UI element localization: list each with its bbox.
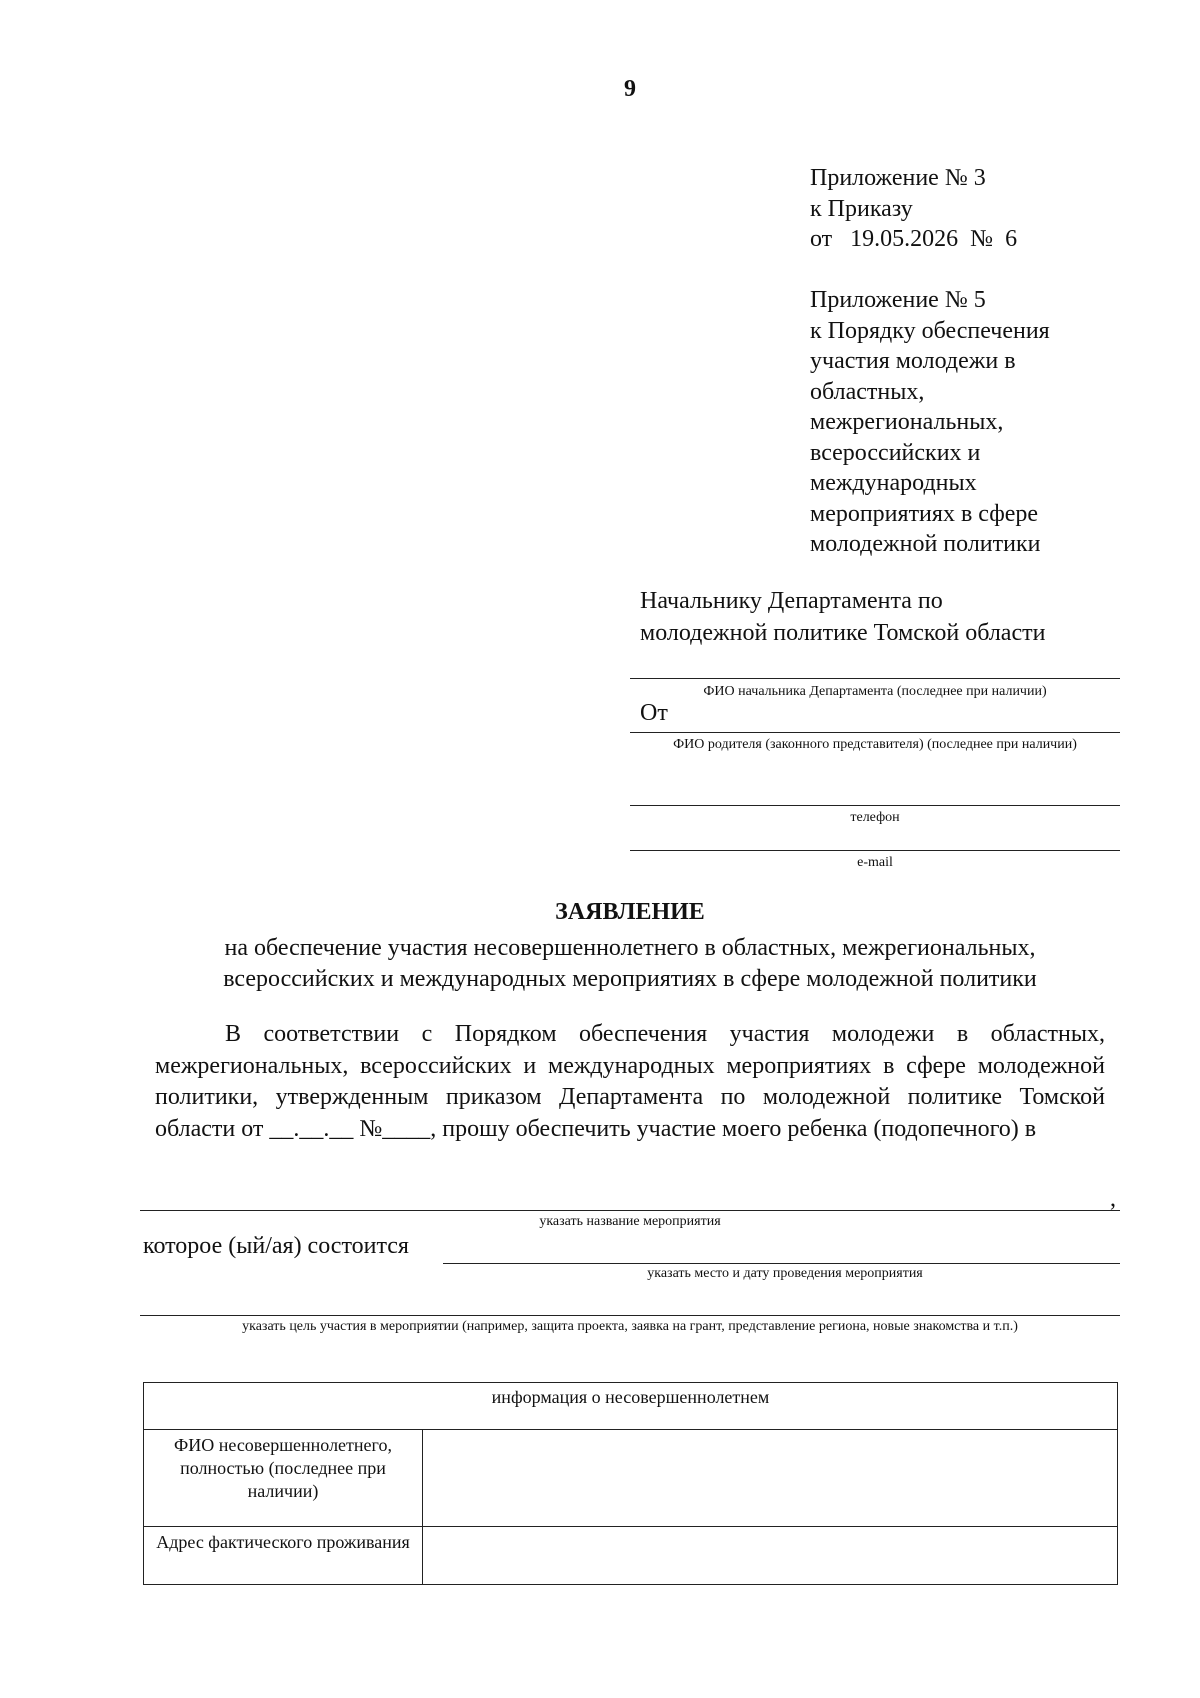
minor-name-field[interactable]	[423, 1430, 1118, 1527]
appendix-procedure-line: областных,	[810, 378, 925, 405]
from-label: От	[640, 700, 668, 726]
minor-address-field[interactable]	[423, 1527, 1118, 1585]
table-row	[144, 1527, 1118, 1585]
table-header: информация о несовершеннолетнем	[144, 1383, 1118, 1430]
addressee-line: молодежной политике Томской области	[640, 620, 1046, 646]
phone-caption: телефон	[850, 810, 900, 825]
event-name-caption: указать название мероприятия	[539, 1214, 721, 1229]
appendix-order-line: Приложение № 3	[810, 165, 986, 191]
minor-info-table	[143, 1382, 1118, 1585]
trailing-comma: ,	[1110, 1186, 1116, 1212]
appendix-procedure-line: к Порядку обеспечения	[810, 317, 1050, 344]
email-line[interactable]	[630, 850, 1120, 851]
appendix-procedure-line: всероссийских и	[810, 439, 981, 466]
event-name-line[interactable]	[140, 1210, 1120, 1211]
appendix-procedure-line: мероприятиях в сфере	[810, 500, 1039, 527]
appendix-procedure-block	[810, 285, 1140, 560]
statement-subtitle-line: всероссийских и международных мероприятиях в сфере молодежной политики	[223, 966, 1037, 992]
appendix-procedure-line: межрегиональных,	[810, 409, 1004, 435]
event-place-date-caption: указать место и дату проведения мероприятия	[647, 1266, 923, 1281]
statement-body	[155, 1019, 1105, 1145]
statement-subtitle	[130, 933, 1130, 995]
appendix-procedure-line: международных	[810, 470, 977, 496]
head-name-line[interactable]	[630, 678, 1120, 679]
appendix-procedure-line: молодежной политики	[810, 531, 1041, 557]
minor-name-label: ФИО несовершеннолетнего, полностью (последнее при наличии)	[144, 1430, 423, 1527]
appendix-order-block	[810, 163, 1140, 255]
event-purpose-caption: указать цель участия в мероприятии (например, защита проекта, заявка на грант, представление региона, новые знакомства и т.п.)	[242, 1319, 1018, 1334]
statement-title: ЗАЯВЛЕНИЕ	[555, 899, 705, 925]
phone-line[interactable]	[630, 805, 1120, 806]
minor-address-label: Адрес фактического проживания	[144, 1527, 423, 1585]
appendix-order-line: к Приказу	[810, 195, 913, 222]
event-place-date-line[interactable]	[443, 1263, 1120, 1264]
table-header-row	[144, 1383, 1118, 1430]
head-name-caption: ФИО начальника Департамента (последнее при наличии)	[703, 684, 1047, 699]
table-row	[144, 1430, 1118, 1527]
parent-name-line[interactable]	[630, 732, 1120, 733]
appendix-procedure-line: участия молодежи в	[810, 348, 1016, 374]
addressee-line: Начальнику Департамента по	[640, 588, 943, 614]
parent-name-caption: ФИО родителя (законного представителя) (последнее при наличии)	[673, 737, 1077, 752]
event-purpose-line[interactable]	[140, 1315, 1120, 1316]
appendix-procedure-line: Приложение № 5	[810, 287, 986, 313]
takes-place-label: которое (ый/ая) состоится	[143, 1233, 409, 1259]
page-number: 9	[624, 76, 636, 102]
statement-subtitle-line: на обеспечение участия несовершеннолетнего в областных, межрегиональных,	[224, 935, 1036, 961]
addressee	[640, 585, 1045, 649]
appendix-order-date-line: от 19.05.2026 № 6	[810, 226, 1018, 252]
statement-body-paragraph: В соответствии с Порядком обеспечения участия молодежи в областных, межрегиональных, всероссийских и международных мероприятиях в сфере молодежной политики, утвержденным приказом Департамента по молодежной политике Томской области от __.__.__ №____, прошу обеспечить участие моего ребенка (подопечного) в	[155, 1021, 1105, 1142]
email-caption: e-mail	[857, 855, 893, 870]
